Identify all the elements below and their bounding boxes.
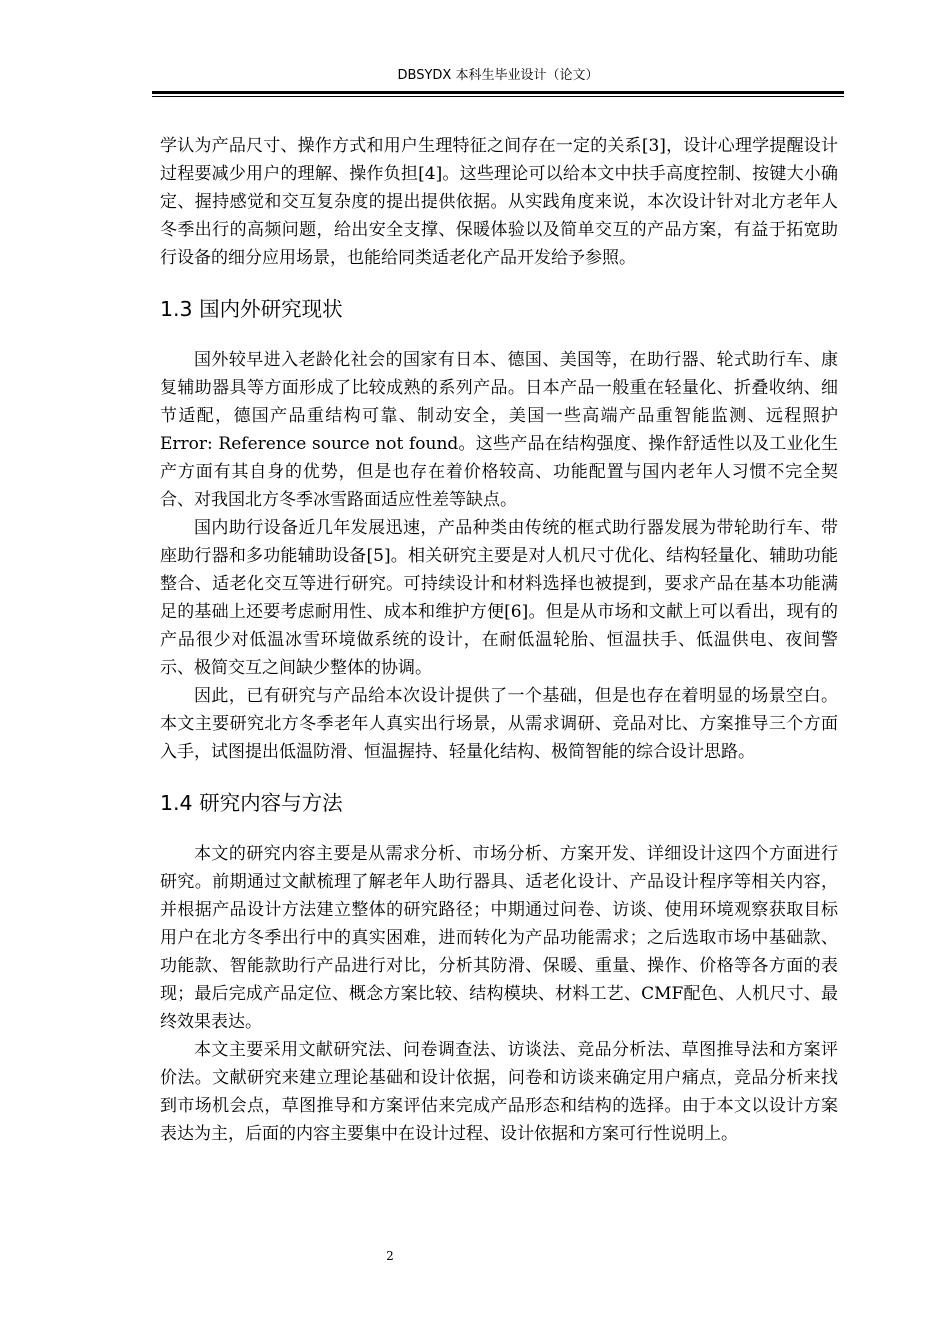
paragraph-1-3-3: 因此，已有研究与产品给本次设计提供了一个基础，但是也存在着明显的场景空白。本文主要研究北方冬季老年人真实出行场景，从需求调研、竞品对比、方案推导三个方面入手，试图提出低温防滑、恒温握持、轻量化结构、极简智能的综合设计思路。 bbox=[160, 686, 838, 762]
paragraph-1-3-1: 国外较早进入老龄化社会的国家有日本、德国、美国等，在助行器、轮式助行车、康复辅助器具等方面形成了比较成熟的系列产品。日本产品一般重在轻量化、折叠收纳、细节适配，德国产品重结构可靠、制动安全，美国一些高端产品重智能监测、远程照护Error: Reference source not found。这些产品在结构强度、操作舒适性以及工业化生产方面有其自身的优势，但是也存在着价格较高、功能配置与国内老年人习惯不完全契合、对我国北方冬季冰雪路面适应性差等缺点。 bbox=[160, 350, 838, 510]
header-rule-thin bbox=[152, 96, 844, 97]
page-body bbox=[160, 132, 838, 1148]
paragraph-1-4-2: 本文主要采用文献研究法、问卷调查法、访谈法、竞品分析法、草图推导法和方案评价法。文献研究来建立理论基础和设计依据，问卷和访谈来确定用户痛点，竞品分析来找到市场机会点，草图推导和方案评估来完成产品形态和结构的选择。由于本文以设计方案表达为主，后面的内容主要集中在设计过程、设计依据和方案可行性说明上。 bbox=[160, 1040, 838, 1144]
page-number: 2 bbox=[386, 1249, 394, 1263]
paragraph-continued: 学认为产品尺寸、操作方式和用户生理特征之间存在一定的关系[3]，设计心理学提醒设计过程要减少用户的理解、操作负担[4]。这些理论可以给本文中扶手高度控制、按键大小确定、握持感觉和交互复杂度的提出提供依据。从实践角度来说，本次设计针对北方老年人冬季出行的高频问题，给出安全支撑、保暖体验以及简单交互的产品方案，有益于拓宽助行设备的细分应用场景，也能给同类适老化产品开发给予参照。 bbox=[160, 136, 838, 268]
section-heading-1-3: 1.3 国内外研究现状 bbox=[160, 297, 343, 321]
paragraph-1-4-1: 本文的研究内容主要是从需求分析、市场分析、方案开发、详细设计这四个方面进行研究。前期通过文献梳理了解老年人助行器具、适老化设计、产品设计程序等相关内容，并根据产品设计方法建立整体的研究路径；中期通过问卷、访谈、使用环境观察获取目标用户在北方冬季出行中的真实困难，进而转化为产品功能需求；之后选取市场中基础款、功能款、智能款助行产品进行对比，分析其防滑、保暖、重量、操作、价格等各方面的表现；最后完成产品定位、概念方案比较、结构模块、材料工艺、CMF配色、人机尺寸、最终效果表达。 bbox=[160, 844, 838, 1032]
section-heading-1-4: 1.4 研究内容与方法 bbox=[160, 791, 343, 815]
running-header: DBSYDX 本科生毕业设计（论文） bbox=[397, 68, 599, 83]
header-rule-thick bbox=[152, 91, 844, 94]
paragraph-1-3-2: 国内助行设备近几年发展迅速，产品种类由传统的框式助行器发展为带轮助行车、带座助行器和多功能辅助设备[5]。相关研究主要是对人机尺寸优化、结构轻量化、辅助功能整合、适老化交互等进行研究。可持续设计和材料选择也被提到，要求产品在基本功能满足的基础上还要考虑耐用性、成本和维护方便[6]。但是从市场和文献上可以看出，现有的产品很少对低温冰雪环境做系统的设计，在耐低温轮胎、恒温扶手、低温供电、夜间警示、极简交互之间缺少整体的协调。 bbox=[160, 518, 838, 678]
